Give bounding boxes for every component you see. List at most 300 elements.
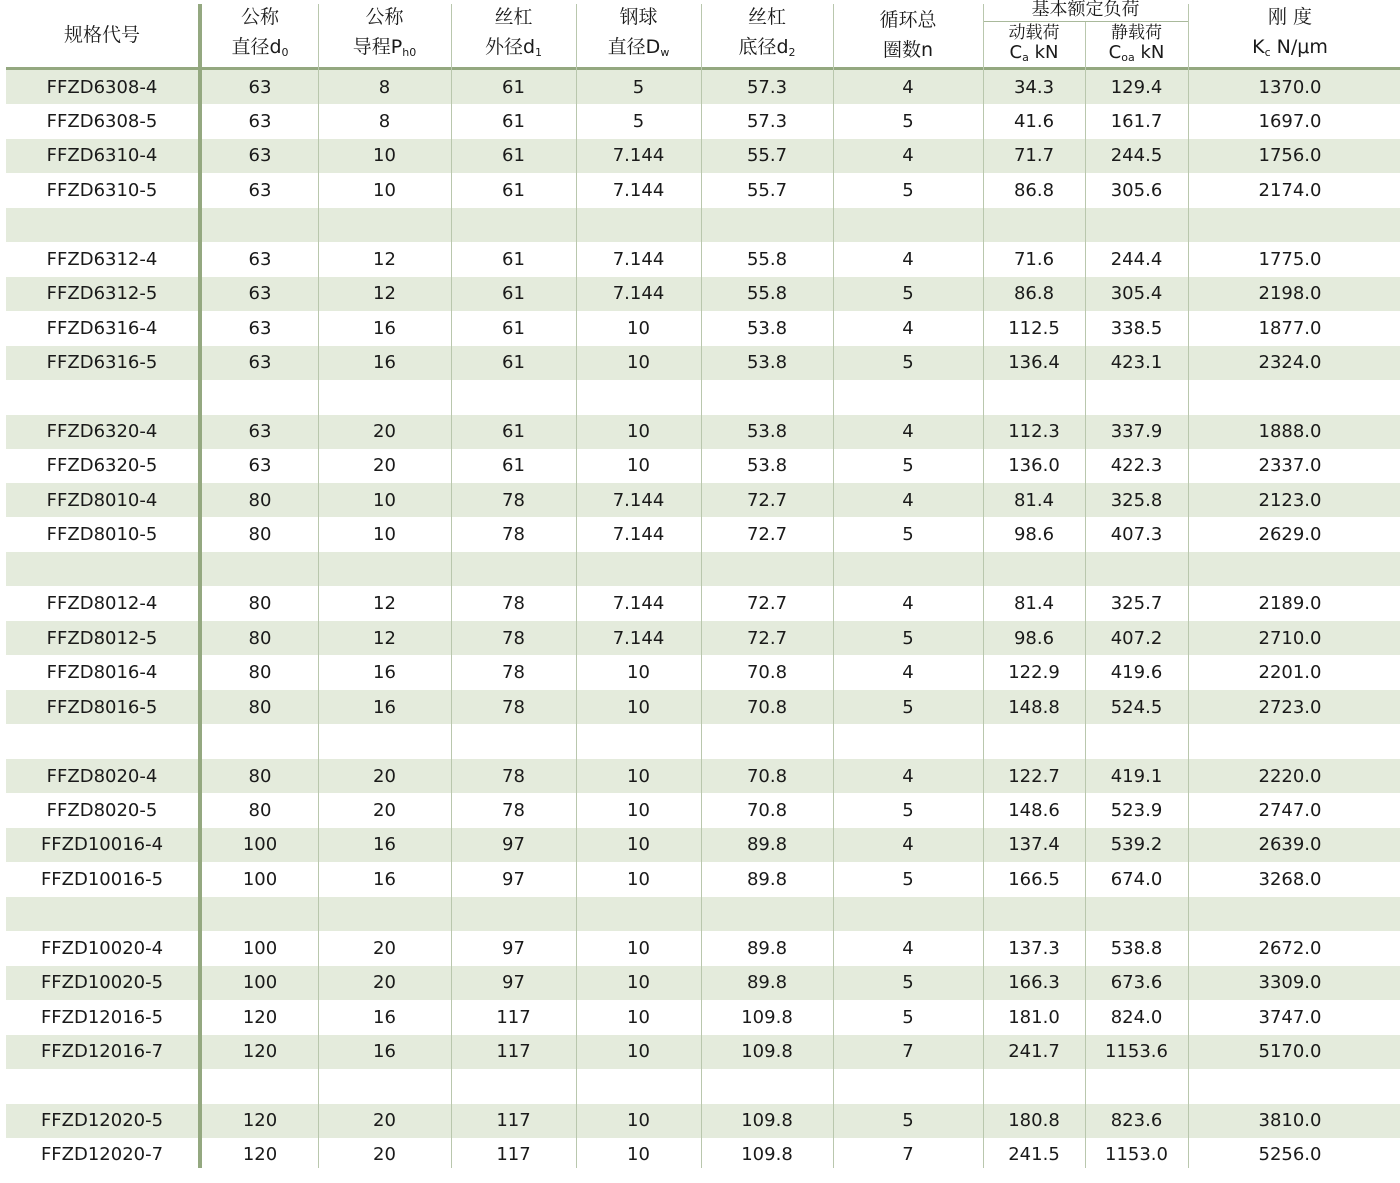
cell-d2: 57.3 [746, 76, 788, 98]
header-kc-line1: 刚 度 [1267, 6, 1313, 28]
header-d0-sub: 0 [281, 46, 289, 59]
cell-d1: 117 [496, 1110, 531, 1131]
header-coa-sub: oa [1121, 50, 1135, 64]
cell-ca: 122.9 [1008, 662, 1060, 684]
cell-d1: 61 [502, 455, 525, 477]
header-ca [983, 24, 1085, 66]
cell-ph0: 20 [373, 937, 396, 959]
cell-d1: 78 [502, 799, 525, 821]
cell-dw: 10 [627, 662, 650, 684]
cell-d1: 61 [502, 317, 525, 339]
cell-n: 4 [902, 145, 914, 167]
cell-kc: 5170.0 [1258, 1041, 1322, 1063]
cell-ca: 71.7 [1013, 145, 1055, 167]
cell-d0: 63 [248, 76, 272, 98]
cell-d2: 70.8 [746, 765, 788, 787]
cell-dw: 7.144 [612, 489, 665, 511]
cell-ph0: 20 [373, 421, 396, 442]
cell-coa: 539.2 [1110, 834, 1163, 856]
cell-ca: 86.8 [1013, 179, 1055, 201]
cell-coa: 824.0 [1110, 1006, 1163, 1028]
cell-ca: 181.0 [1008, 1006, 1060, 1028]
cell-ph0: 12 [373, 593, 396, 615]
cell-ca: 81.4 [1013, 489, 1055, 511]
cell-model: FFZD8012-4 [46, 593, 158, 615]
cell-model: FFZD8020-4 [46, 765, 158, 787]
cell-d0: 80 [248, 627, 272, 649]
header-d1-label: 外径d [484, 36, 536, 58]
cell-d1: 61 [502, 76, 525, 98]
cell-model: FFZD8010-4 [46, 489, 158, 511]
cell-ca: 180.8 [1008, 1110, 1060, 1131]
cell-ph0: 20 [373, 765, 396, 787]
header-d1-sub: 1 [535, 46, 543, 59]
cell-d1: 61 [502, 248, 525, 270]
cell-n: 5 [902, 627, 914, 649]
cell-ca: 136.0 [1008, 455, 1060, 477]
cell-n: 5 [902, 455, 914, 477]
cell-n: 7 [902, 1041, 914, 1063]
cell-ca: 241.7 [1008, 1041, 1060, 1063]
cell-d1: 97 [502, 834, 525, 856]
cell-kc: 1697.0 [1258, 110, 1322, 132]
cell-d2: 109.8 [741, 1041, 793, 1063]
cell-coa: 338.5 [1110, 317, 1163, 339]
header-load-group [983, 0, 1188, 20]
cell-n: 5 [902, 352, 914, 374]
cell-d2: 109.8 [741, 1110, 793, 1131]
cell-coa: 423.1 [1110, 352, 1163, 374]
cell-ca: 112.3 [1008, 421, 1060, 442]
cell-ca: 148.8 [1008, 696, 1060, 718]
cell-ca: 98.6 [1013, 627, 1055, 649]
cell-coa: 523.9 [1110, 799, 1163, 821]
cell-dw: 5 [632, 76, 645, 98]
cell-d1: 61 [502, 421, 525, 442]
cell-ca: 122.7 [1008, 765, 1060, 787]
cell-model: FFZD6310-5 [46, 179, 158, 201]
cell-coa: 419.1 [1110, 765, 1163, 787]
cell-n: 5 [902, 1006, 914, 1028]
header-dw-sub: w [660, 46, 670, 59]
header-ph0-label: 导程P [352, 36, 403, 58]
cell-n: 7 [902, 1144, 914, 1166]
cell-d0: 80 [248, 593, 272, 615]
cell-dw: 10 [627, 352, 650, 374]
cell-n: 4 [902, 937, 914, 959]
cell-ph0: 20 [373, 799, 396, 821]
cell-kc: 3268.0 [1258, 868, 1322, 890]
cell-d0: 80 [248, 799, 272, 821]
cell-ph0: 16 [373, 1041, 396, 1063]
cell-coa: 244.4 [1110, 248, 1163, 270]
cell-d0: 100 [242, 937, 278, 959]
header-ph0-line2 [353, 32, 416, 68]
cell-coa: 161.7 [1110, 110, 1163, 132]
spacer-row [6, 725, 1400, 759]
cell-n: 4 [902, 248, 914, 270]
cell-n: 4 [902, 317, 914, 339]
cell-model: FFZD8020-5 [46, 799, 158, 821]
cell-coa: 325.7 [1110, 593, 1163, 615]
column-divider [451, 4, 452, 1168]
cell-kc: 2174.0 [1258, 179, 1322, 201]
cell-d0: 80 [248, 696, 272, 718]
cell-model: FFZD6308-4 [46, 76, 158, 98]
cell-d0: 63 [248, 283, 272, 305]
cell-coa: 674.0 [1110, 868, 1163, 890]
cell-dw: 10 [627, 937, 650, 959]
cell-ca: 166.3 [1008, 972, 1060, 994]
cell-ca: 86.8 [1013, 283, 1055, 305]
cell-d1: 117 [496, 1144, 531, 1166]
header-load-group-text: 基本额定负荷 [1031, 0, 1140, 20]
cell-dw: 10 [627, 799, 650, 821]
cell-ca: 34.3 [1013, 76, 1055, 98]
spacer-row [6, 208, 1400, 242]
cell-n: 5 [902, 524, 914, 546]
cell-ca: 137.3 [1008, 937, 1060, 959]
header-kc [1188, 4, 1392, 66]
cell-n: 5 [902, 179, 914, 201]
header-coa-line2 [1109, 43, 1165, 68]
cell-d0: 63 [248, 317, 272, 339]
cell-ph0: 16 [373, 1006, 396, 1028]
cell-coa: 419.6 [1110, 662, 1163, 684]
cell-ph0: 8 [378, 76, 391, 98]
cell-d2: 109.8 [741, 1006, 793, 1028]
header-coa-pre: C [1108, 41, 1122, 63]
cell-kc: 3747.0 [1258, 1006, 1322, 1028]
header-d0 [202, 4, 318, 66]
cell-ca: 41.6 [1013, 110, 1055, 132]
cell-n: 5 [902, 696, 914, 718]
cell-d2: 53.8 [746, 455, 788, 477]
cell-d2: 89.8 [746, 972, 788, 994]
cell-coa: 337.9 [1110, 421, 1163, 442]
cell-d0: 80 [248, 662, 272, 684]
cell-d2: 72.7 [746, 524, 788, 546]
cell-kc: 2629.0 [1258, 524, 1322, 546]
cell-kc: 1888.0 [1258, 421, 1322, 442]
cell-ph0: 10 [373, 145, 396, 167]
cell-kc: 1756.0 [1258, 145, 1322, 167]
cell-d2: 89.8 [746, 834, 788, 856]
cell-ca: 166.5 [1008, 868, 1060, 890]
cell-model: FFZD12020-7 [40, 1144, 164, 1166]
cell-d2: 57.3 [746, 110, 788, 132]
cell-d2: 72.7 [746, 593, 788, 615]
cell-kc: 2220.0 [1258, 765, 1322, 787]
cell-model: FFZD8012-5 [46, 627, 158, 649]
header-d0-line2 [231, 32, 288, 68]
cell-coa: 1153.6 [1105, 1041, 1168, 1063]
cell-d0: 63 [248, 248, 272, 270]
cell-ca: 136.4 [1008, 352, 1060, 374]
cell-kc: 2710.0 [1258, 627, 1322, 649]
cell-d1: 61 [502, 179, 525, 201]
cell-model: FFZD8016-5 [46, 696, 158, 718]
cell-d2: 53.8 [746, 421, 788, 442]
cell-dw: 10 [627, 1144, 650, 1166]
cell-kc: 2672.0 [1258, 937, 1322, 959]
cell-d0: 63 [248, 179, 272, 201]
cell-kc: 2324.0 [1258, 352, 1322, 374]
cell-coa: 305.4 [1110, 283, 1163, 305]
header-ca-line1: 动载荷 [1008, 22, 1060, 43]
cell-d0: 100 [242, 834, 278, 856]
header-d0-line1: 公称 [240, 6, 279, 28]
cell-d2: 55.7 [746, 145, 788, 167]
cell-ca: 98.6 [1013, 524, 1055, 546]
cell-d2: 72.7 [746, 489, 788, 511]
cell-d0: 120 [242, 1006, 278, 1028]
cell-kc: 3810.0 [1258, 1110, 1322, 1131]
cell-d2: 53.8 [746, 317, 788, 339]
cell-kc: 1370.0 [1258, 76, 1322, 98]
cell-coa: 407.3 [1110, 524, 1163, 546]
cell-dw: 10 [627, 868, 650, 890]
header-d2-line2 [738, 32, 795, 68]
cell-d0: 63 [248, 110, 272, 132]
cell-d0: 120 [242, 1144, 278, 1166]
cell-n: 5 [902, 1110, 914, 1131]
cell-coa: 325.8 [1110, 489, 1163, 511]
header-coa-unit: kN [1134, 41, 1165, 63]
spacer-row [6, 897, 1400, 931]
cell-coa: 422.3 [1110, 455, 1163, 477]
cell-dw: 7.144 [612, 248, 665, 270]
spacer-row [6, 1069, 1400, 1103]
cell-model: FFZD6320-5 [46, 455, 158, 477]
cell-kc: 2747.0 [1258, 799, 1322, 821]
cell-coa: 673.6 [1110, 972, 1163, 994]
cell-d1: 78 [502, 765, 525, 787]
cell-ph0: 10 [373, 489, 396, 511]
header-kc-sub: c [1264, 46, 1271, 59]
cell-ph0: 16 [373, 696, 396, 718]
cell-coa: 244.5 [1110, 145, 1163, 167]
cell-d1: 61 [502, 110, 525, 132]
cell-model: FFZD10020-5 [40, 972, 164, 994]
cell-d1: 78 [502, 489, 525, 511]
cell-ph0: 20 [373, 1144, 396, 1166]
header-n-line2: 圈数n [882, 39, 934, 61]
header-dw-line2 [608, 32, 670, 68]
cell-d1: 117 [496, 1006, 531, 1028]
column-divider [701, 4, 702, 1168]
cell-coa: 305.6 [1110, 179, 1163, 201]
cell-dw: 10 [627, 455, 650, 477]
cell-d1: 97 [502, 972, 525, 994]
cell-coa: 538.8 [1110, 937, 1163, 959]
cell-d1: 97 [502, 937, 525, 959]
cell-d2: 109.8 [741, 1144, 793, 1166]
cell-dw: 10 [627, 834, 650, 856]
cell-model: FFZD12016-7 [40, 1041, 164, 1063]
cell-model: FFZD10016-5 [40, 868, 164, 890]
cell-model: FFZD6320-4 [46, 421, 158, 442]
cell-d0: 100 [242, 868, 278, 890]
cell-dw: 10 [627, 765, 650, 787]
cell-d2: 55.8 [746, 283, 788, 305]
cell-model: FFZD6316-4 [46, 317, 158, 339]
cell-n: 5 [902, 972, 914, 994]
header-ph0-sub: h0 [402, 46, 417, 59]
cell-kc: 1775.0 [1258, 248, 1322, 270]
cell-kc: 2639.0 [1258, 834, 1322, 856]
cell-ph0: 20 [373, 972, 396, 994]
header-ca-unit: kN [1028, 41, 1059, 63]
cell-n: 4 [902, 834, 914, 856]
cell-model: FFZD12016-5 [40, 1006, 164, 1028]
cell-n: 4 [902, 76, 914, 98]
cell-d0: 63 [248, 421, 272, 442]
header-dw-label: 直径D [607, 36, 661, 58]
cell-model: FFZD12020-5 [40, 1110, 164, 1131]
cell-dw: 10 [627, 696, 650, 718]
cell-kc: 5256.0 [1258, 1144, 1322, 1166]
cell-model: FFZD8010-5 [46, 524, 158, 546]
cell-d1: 61 [502, 352, 525, 374]
cell-dw: 7.144 [612, 524, 665, 546]
cell-ca: 137.4 [1008, 834, 1060, 856]
cell-kc: 2189.0 [1258, 593, 1322, 615]
cell-ca: 148.6 [1008, 799, 1060, 821]
header-ca-line2 [1010, 43, 1059, 68]
cell-ph0: 16 [373, 317, 396, 339]
header-d2-line1: 丝杠 [747, 6, 786, 28]
header-n-line1: 循环总 [879, 9, 937, 31]
cell-d0: 80 [248, 524, 272, 546]
spacer-row [6, 552, 1400, 586]
cell-model: FFZD8016-4 [46, 662, 158, 684]
cell-model: FFZD6312-4 [46, 248, 158, 270]
column-divider [983, 4, 984, 1168]
cell-dw: 10 [627, 317, 650, 339]
cell-n: 5 [902, 110, 914, 132]
cell-d1: 78 [502, 696, 525, 718]
header-d2 [701, 4, 833, 66]
cell-ph0: 20 [373, 455, 396, 477]
cell-ca: 81.4 [1013, 593, 1055, 615]
header-ca-pre: C [1009, 41, 1023, 63]
cell-ph0: 16 [373, 662, 396, 684]
header-d1-line1: 丝杠 [494, 6, 533, 28]
cell-dw: 7.144 [612, 179, 665, 201]
cell-d1: 78 [502, 593, 525, 615]
cell-d2: 72.7 [746, 627, 788, 649]
cell-dw: 7.144 [612, 283, 665, 305]
cell-ph0: 10 [373, 524, 396, 546]
header-dw-line1: 钢球 [619, 6, 658, 28]
header-d2-sub: 2 [788, 46, 796, 59]
header-d0-label: 直径d [231, 36, 282, 58]
model-column-divider [198, 4, 202, 1168]
cell-d1: 78 [502, 524, 525, 546]
cell-ca: 112.5 [1008, 317, 1060, 339]
cell-kc: 2123.0 [1258, 489, 1322, 511]
cell-d0: 63 [248, 455, 272, 477]
header-model [6, 4, 198, 66]
cell-ph0: 12 [373, 627, 396, 649]
cell-n: 5 [902, 283, 914, 305]
cell-d2: 89.8 [746, 937, 788, 959]
cell-d1: 117 [496, 1041, 531, 1063]
cell-kc: 2337.0 [1258, 455, 1322, 477]
cell-n: 4 [902, 421, 914, 442]
cell-model: FFZD10020-4 [40, 937, 164, 959]
cell-ph0: 20 [373, 1110, 396, 1131]
cell-d0: 120 [242, 1110, 278, 1131]
cell-d2: 53.8 [746, 352, 788, 374]
cell-d2: 70.8 [746, 696, 788, 718]
header-ph0 [318, 4, 451, 66]
cell-n: 5 [902, 799, 914, 821]
header-n [833, 4, 983, 66]
cell-model: FFZD10016-4 [40, 834, 164, 856]
cell-dw: 7.144 [612, 627, 665, 649]
cell-kc: 3309.0 [1258, 972, 1322, 994]
cell-n: 4 [902, 489, 914, 511]
cell-model: FFZD6316-5 [46, 352, 158, 374]
cell-n: 4 [902, 593, 914, 615]
cell-coa: 524.5 [1110, 696, 1163, 718]
cell-d1: 78 [502, 662, 525, 684]
cell-coa: 407.2 [1110, 627, 1163, 649]
header-kc-line2 [1252, 32, 1328, 68]
cell-d1: 97 [502, 868, 525, 890]
cell-ca: 241.5 [1008, 1144, 1060, 1166]
cell-ph0: 16 [373, 352, 396, 374]
header-kc-pre: K [1252, 36, 1265, 58]
cell-dw: 10 [627, 421, 650, 442]
header-ca-sub: a [1022, 50, 1029, 64]
header-dw [576, 4, 701, 66]
cell-coa: 129.4 [1110, 76, 1163, 98]
cell-dw: 7.144 [612, 593, 665, 615]
header-coa-line1: 静载荷 [1111, 22, 1162, 43]
cell-ph0: 12 [373, 248, 396, 270]
spacer-row [6, 380, 1400, 414]
cell-kc: 2723.0 [1258, 696, 1322, 718]
cell-model: FFZD6310-4 [46, 145, 158, 167]
cell-ca: 71.6 [1013, 248, 1055, 270]
cell-d2: 70.8 [746, 799, 788, 821]
cell-n: 4 [902, 765, 914, 787]
header-coa [1085, 24, 1188, 66]
cell-ph0: 10 [373, 179, 396, 201]
column-divider [833, 4, 834, 1168]
header-ph0-line1: 公称 [365, 6, 404, 28]
cell-kc: 1877.0 [1258, 317, 1322, 339]
cell-kc: 2201.0 [1258, 662, 1322, 684]
header-d1-line2 [485, 32, 542, 68]
cell-d0: 120 [242, 1041, 278, 1063]
cell-dw: 5 [632, 110, 645, 132]
cell-ph0: 16 [373, 868, 396, 890]
cell-d0: 80 [248, 765, 272, 787]
cell-d0: 63 [248, 145, 272, 167]
column-divider [576, 4, 577, 1168]
cell-ph0: 12 [373, 283, 396, 305]
column-divider [1188, 4, 1189, 1168]
cell-d2: 55.7 [746, 179, 788, 201]
cell-n: 5 [902, 868, 914, 890]
cell-d1: 61 [502, 145, 525, 167]
header-model-text: 规格代号 [63, 24, 140, 46]
header-d1 [451, 4, 576, 66]
